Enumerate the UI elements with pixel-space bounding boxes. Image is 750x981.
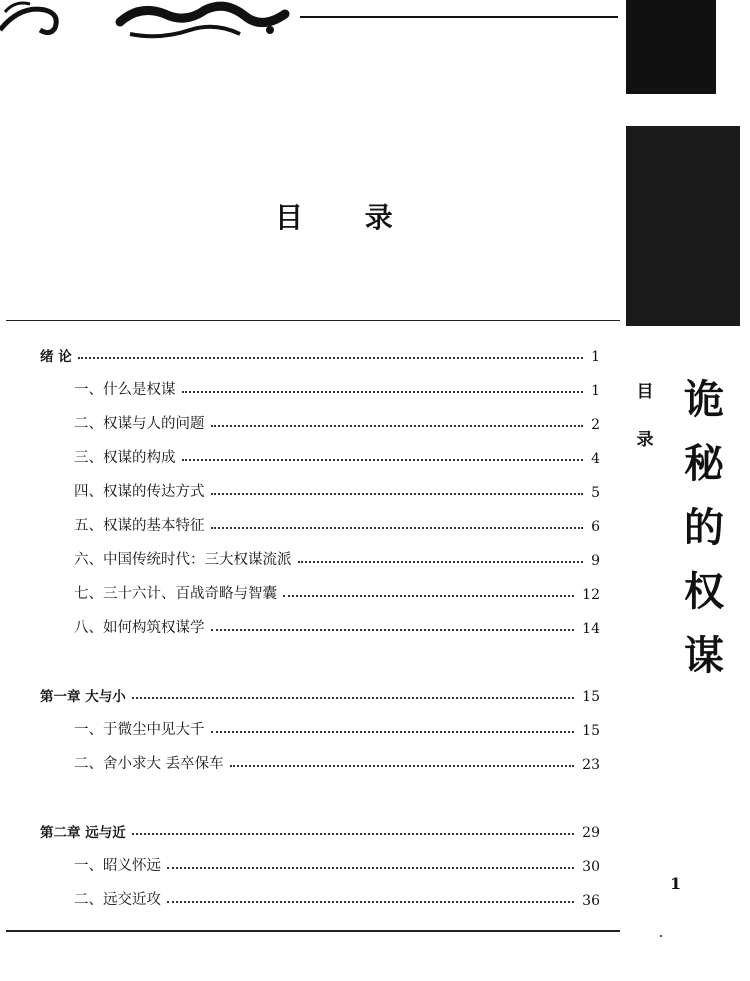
speck <box>660 935 662 937</box>
toc-entry-label: 二、权谋与人的问题 <box>74 416 205 432</box>
black-block-textured <box>626 126 740 326</box>
toc-entry <box>74 581 600 603</box>
toc-entry-page: 5 <box>591 485 600 501</box>
toc-entry-page: 29 <box>582 825 600 841</box>
toc-entry <box>74 513 600 535</box>
toc-entry-label: 二、远交近攻 <box>74 892 161 908</box>
toc-entry-page: 6 <box>591 519 600 535</box>
toc-entry <box>74 717 600 739</box>
book-title-char: 权 <box>684 569 724 615</box>
toc-entry <box>74 853 600 875</box>
toc-leader-dots <box>182 459 584 461</box>
toc-entry-page: 23 <box>582 757 600 773</box>
toc-entry-page: 12 <box>582 587 600 603</box>
toc-entry-label: 一、于微尘中见大千 <box>74 722 205 738</box>
toc-leader-dots <box>211 731 575 733</box>
toc-entry-page: 36 <box>582 893 600 909</box>
toc-entry-page: 14 <box>582 621 600 637</box>
toc-entry-label: 五、权谋的基本特征 <box>74 518 205 534</box>
book-title-vertical <box>676 368 732 688</box>
toc-entry <box>40 819 600 841</box>
toc-entry <box>74 615 600 637</box>
toc-entry-label: 七、三十六计、百战奇略与智囊 <box>74 586 277 602</box>
toc-entry-page: 1 <box>591 383 600 399</box>
toc-entry-page: 30 <box>582 859 600 875</box>
toc-entry-label: 三、权谋的构成 <box>74 450 176 466</box>
book-title-char: 谋 <box>684 633 724 679</box>
side-heading: 目 录 <box>636 382 654 450</box>
toc-leader-dots <box>132 833 574 835</box>
toc-entry-label: 八、如何构筑权谋学 <box>74 620 205 636</box>
toc-entry <box>40 683 600 705</box>
toc-entry <box>74 887 600 909</box>
toc-entry-page: 1 <box>591 349 600 365</box>
toc-leader-dots <box>167 867 574 869</box>
book-title-char: 诡 <box>684 377 724 423</box>
toc-top-rule <box>6 320 620 321</box>
book-title-char: 的 <box>684 505 724 551</box>
toc-leader-dots <box>211 527 584 529</box>
page-number: 1 <box>670 874 682 893</box>
toc-leader-dots <box>298 561 584 563</box>
toc-entry-page: 4 <box>591 451 600 467</box>
toc-entry-label: 绪 论 <box>40 349 72 365</box>
toc-entry-label: 六、中国传统时代：三大权谋流派 <box>74 552 292 568</box>
toc-leader-dots <box>283 595 574 597</box>
toc-entry-page: 9 <box>591 553 600 569</box>
book-title-char: 秘 <box>684 441 724 487</box>
header-rule <box>300 16 618 18</box>
page-title: 目 录 <box>275 201 419 234</box>
toc-entry-page: 2 <box>591 417 600 433</box>
toc-entry-label: 一、昭义怀远 <box>74 858 161 874</box>
toc-entry <box>74 445 600 467</box>
toc-entry-label: 四、权谋的传达方式 <box>74 484 205 500</box>
toc-entry-page: 15 <box>582 689 600 705</box>
toc-entry-label: 第一章 大与小 <box>40 689 126 705</box>
toc-entry <box>74 547 600 569</box>
black-block-top <box>626 0 716 94</box>
toc-leader-dots <box>132 697 574 699</box>
toc-entry <box>74 377 600 399</box>
toc-leader-dots <box>167 901 574 903</box>
toc-entry <box>74 479 600 501</box>
toc-leader-dots <box>211 425 584 427</box>
toc-entry-label: 第二章 远与近 <box>40 825 126 841</box>
toc-leader-dots <box>211 629 575 631</box>
toc-entry-label: 二、舍小求大 丢卒保车 <box>74 756 224 772</box>
toc-leader-dots <box>78 357 583 359</box>
toc-entry-page: 15 <box>582 723 600 739</box>
toc-entry <box>40 343 600 365</box>
toc-entry <box>74 751 600 773</box>
toc-entry-label: 一、什么是权谋 <box>74 382 176 398</box>
dragon-ornament <box>0 0 300 42</box>
toc-leader-dots <box>182 391 584 393</box>
toc-leader-dots <box>230 765 575 767</box>
footer-rule <box>6 930 620 932</box>
toc-leader-dots <box>211 493 584 495</box>
toc-entry <box>74 411 600 433</box>
